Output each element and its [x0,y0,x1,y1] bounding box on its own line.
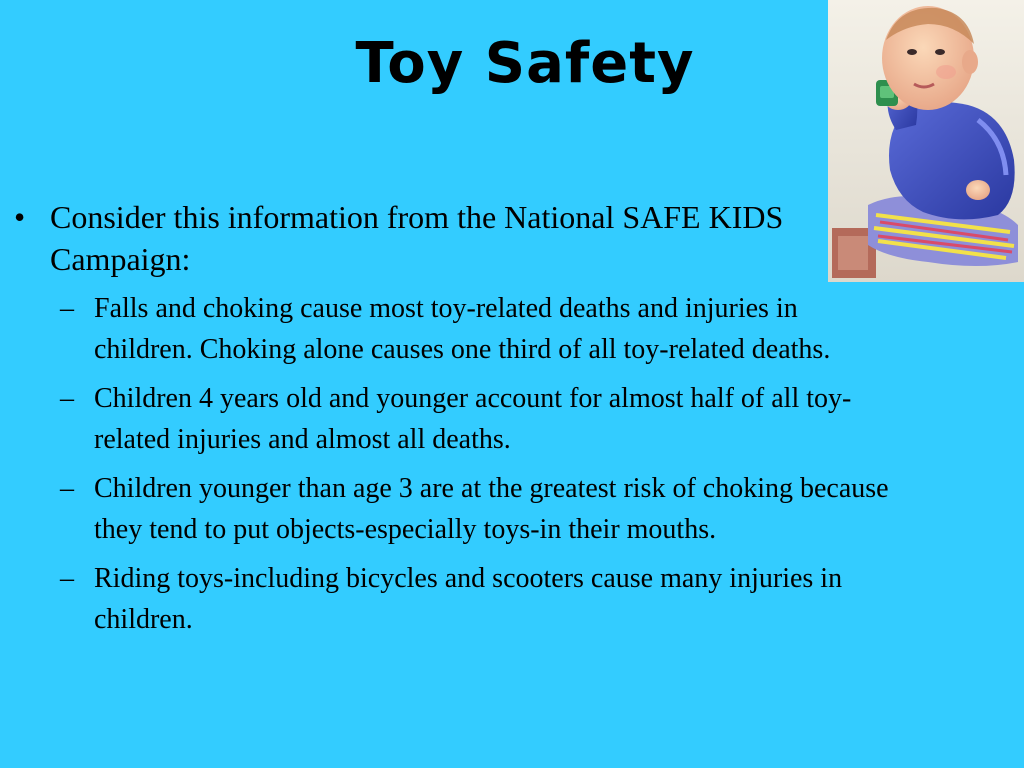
bullet-text: Consider this information from the National SAFE KIDS Campaign: [50,199,784,277]
sub-bullet-item [14,558,894,640]
sub-bullet-marker: – [60,563,74,594]
sub-bullet-text: Riding toys-including bicycles and scooters cause many injuries in children. [94,563,843,635]
bullet-item [14,196,894,280]
bullet-marker: • [14,199,26,235]
sub-bullet-marker: – [60,383,74,414]
sub-bullet-text: Falls and choking cause most toy-related deaths and injuries in children. Choking alone causes one third of all toy-related deaths. [94,293,831,365]
sub-bullet-marker: – [60,293,74,324]
slide-body [14,196,894,640]
sub-bullet-text: Children younger than age 3 are at the greatest risk of choking because they tend to put objects-especially toys-in their mouths. [94,473,889,545]
sub-bullet-marker: – [60,473,74,504]
sub-bullet-item [14,468,894,550]
slide-title: Toy Safety [355,31,695,96]
sub-bullet-item [14,378,894,460]
sub-bullet-text: Children 4 years old and younger account for almost half of all toy-related injuries and almost all deaths. [94,383,852,455]
sub-bullet-item [14,288,894,370]
baby-with-toy-photo [828,0,1024,282]
